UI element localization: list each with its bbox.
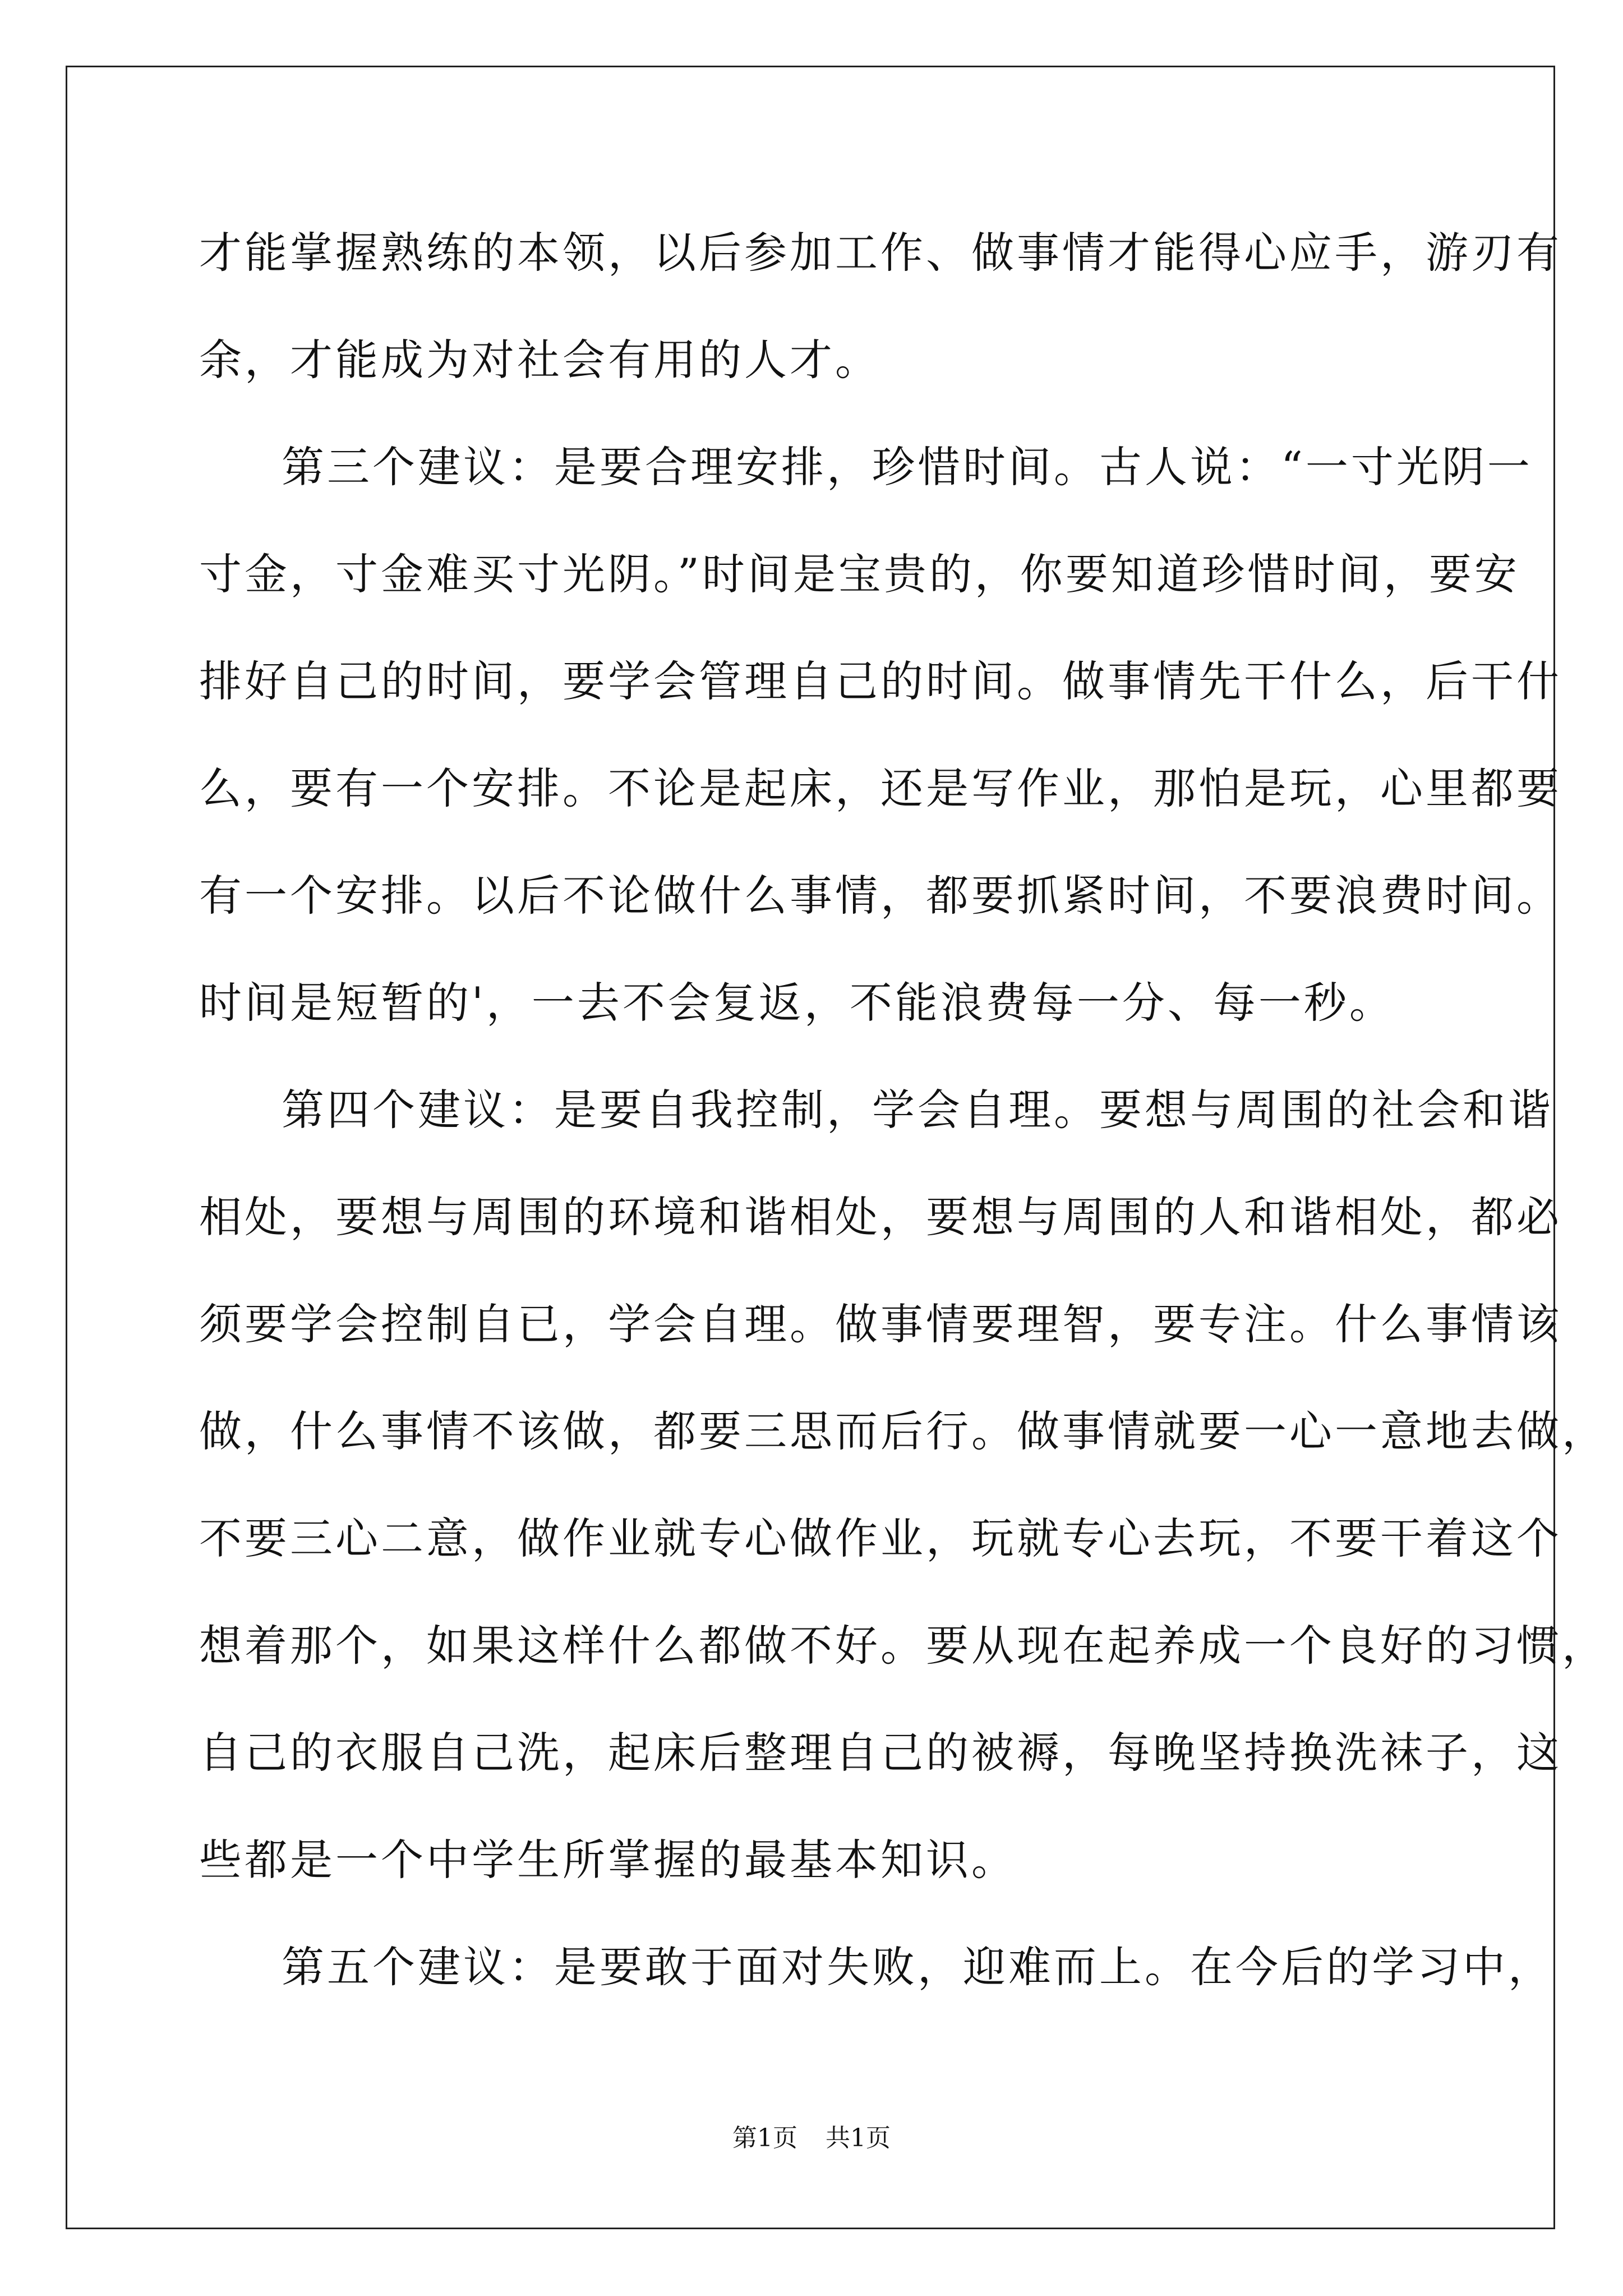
text-line: 自己的衣服自己洗，起床后整理自己的被褥，每晚坚持换洗袜子，这 [199,1728,1562,1778]
text-line: 做，什么事情不该做，都要三思而后行。做事情就要一心一意地去做， [199,1406,1607,1456]
text-line: 才能掌握熟练的本领，以后参加工作、做事情才能得心应手，游刃有 [199,228,1562,278]
page-number: 第1页 [732,2124,797,2152]
paragraph-start-line: 第三个建议：是要合理安排，珍惜时间。古人说：“一寸光阴一 [282,442,1533,492]
page-total: 共1页 [826,2124,891,2152]
text-line: 么，要有一个安排。不论是起床，还是写作业，那怕是玩，心里都要 [199,763,1562,813]
text-line: 余，才能成为对社会有用的人才。 [199,335,880,385]
text-line: 寸金，寸金难买寸光阴。”时间是宝贵的，你要知道珍惜时间，要安 [199,549,1520,599]
text-line: 些都是一个中学生所掌握的最基本知识。 [199,1835,1017,1885]
text-line: 时间是短暂的'，一去不会复返，不能浪费每一分、每一秒。 [199,978,1395,1028]
page-footer [0,2122,1623,2155]
text-line: 有一个安排。以后不论做什么事情，都要抓紧时间，不要浪费时间。 [199,871,1562,921]
page-border [66,66,1555,2229]
text-line: 想着那个，如果这样什么都做不好。要从现在起养成一个良好的习惯， [199,1621,1607,1671]
paragraph-start-line: 第五个建议：是要敢于面对失败，迎难而上。在今后的学习中， [282,1942,1553,1992]
text-line: 相处，要想与周围的环境和谐相处，要想与周围的人和谐相处，都必 [199,1192,1562,1242]
paragraph-start-line: 第四个建议：是要自我控制，学会自理。要想与周围的社会和谐 [282,1085,1553,1135]
text-line: 排好自己的时间，要学会管理自己的时间。做事情先干什么，后干什 [199,656,1562,706]
text-line: 不要三心二意，做作业就专心做作业，玩就专心去玩，不要干着这个 [199,1513,1562,1563]
text-line: 须要学会控制自已，学会自理。做事情要理智，要专注。什么事情该 [199,1299,1562,1349]
